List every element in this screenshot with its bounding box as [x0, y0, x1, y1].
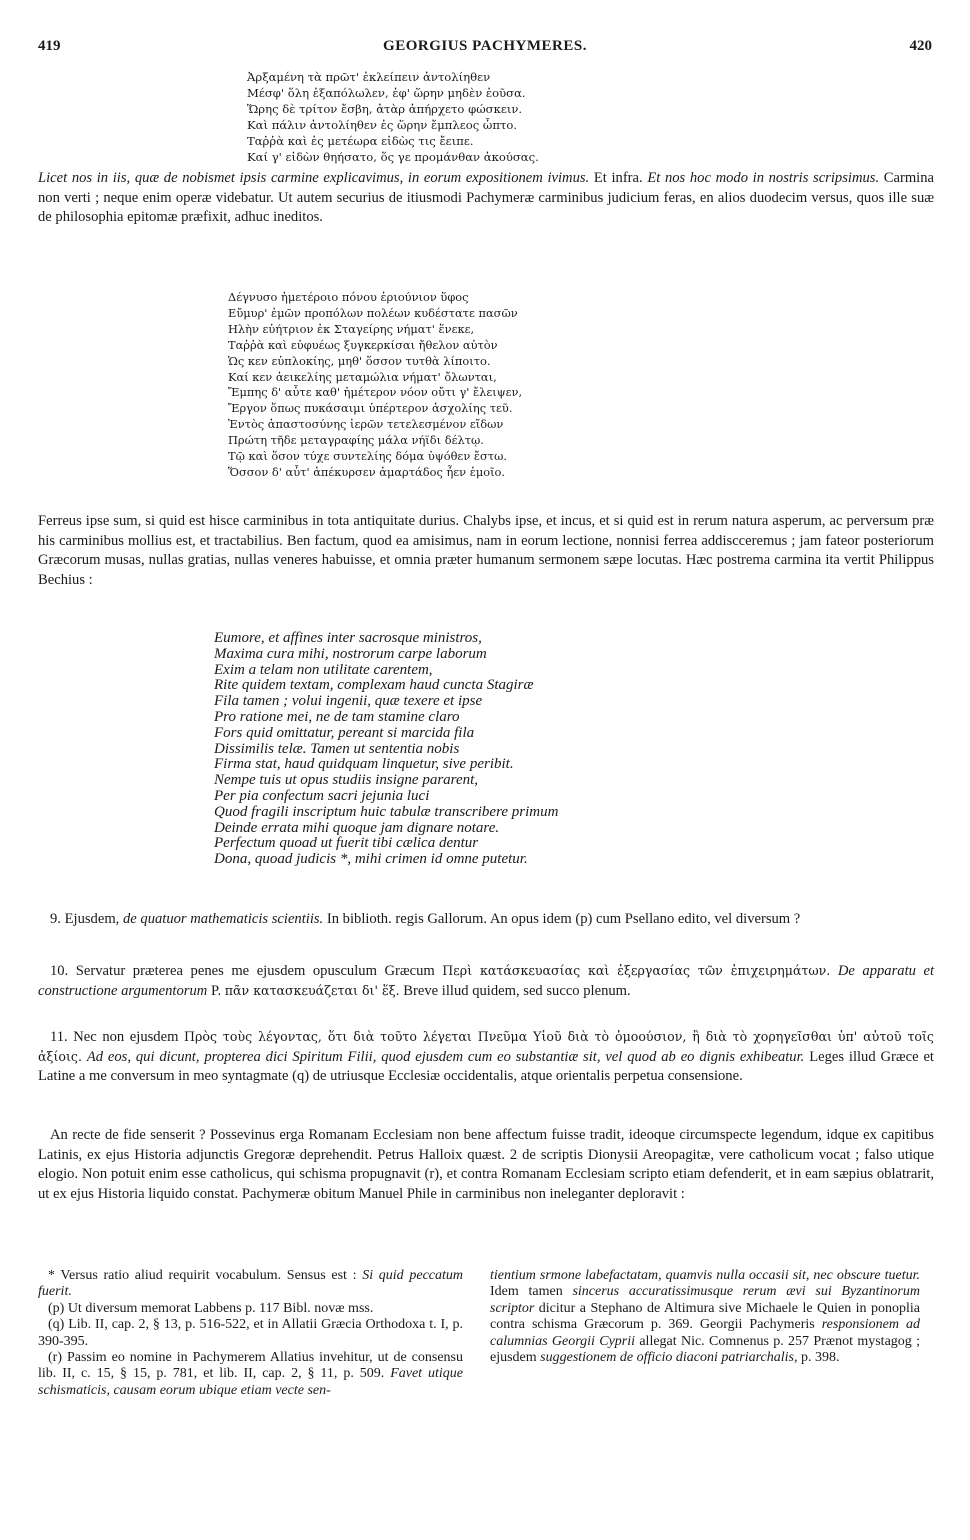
paragraph-item-10 [38, 962, 934, 1001]
verse-line: Ἔμπης δ' αὖτε καθ' ἡμέτερον νόον οὔτι γ' ἔλειψεν, [228, 385, 523, 400]
text-span: * Versus ratio aliud requirit vocabulum. Sensus est : [48, 1268, 363, 1283]
text-span: 11. Nec non ejusdem [50, 1029, 184, 1045]
text-span: p. 398. [797, 1350, 840, 1366]
page-header [38, 38, 932, 58]
greek-verse-block-1 [247, 70, 539, 165]
footnote-r-continued [490, 1268, 920, 1366]
paragraph-ferreus: Ferreus ipse sum, si quid est hisce carminibus in tota antiquitate durius. Chalybs ipse, et incus, et si quid est in rerum natura asperum, ac perversum præ his carminibus mollius est, et tractabilius. Ben factum, quod ea amisimus, nam in eorum lectione, nonnisi ferrea addiscceremus ; jam fateor posteriorum Græcorum musas, nullas gratias, nullas veneres habuisse, et omnia præter humanum sermonem sæpe locutas. Hæc postrema carmina ita vertit Philippus Bechius : [38, 513, 934, 588]
text-span: 10. Servatur præterea penes me ejusdem opusculum Græcum [50, 963, 443, 979]
verse-line: Deinde errata mihi quoque jam dignare notare. [214, 819, 500, 836]
italic-span: Si quid peccatum fuerit. [38, 1268, 464, 1300]
greek-span: πᾶν κατασκευάζεται δι' ἕξ. [224, 982, 400, 998]
footnotes-left-column [38, 1268, 463, 1399]
verse-line: Firma stat, haud quidquam linquetur, sive peribit. [214, 756, 514, 773]
verse-line: Fors quid omittatur, pereant si marcida fila [214, 724, 475, 741]
greek-span: Πρὸς τοὺς λέγοντας, ὅτι διὰ τοῦτο λέγεται Πνεῦμα Υἱοῦ διὰ τὸ ὁμοούσιον, ἢ διὰ τὸ χορηγεῖσθαι ὑπ' αὐτοῦ τοῖς ἀξίοις. [38, 1029, 934, 1064]
verse-line: Exim a telam non utilitate carentem, [214, 661, 433, 678]
footnote-r [38, 1350, 463, 1399]
italic-span: responsionem ad calumnias Georgii Cyprii [490, 1317, 920, 1349]
paragraph-item-9 [38, 910, 934, 930]
text-span: dicitur a Stephano de Altimura sive Michaele le Quien in ponoplia contra schisma Græcorum p. 369. Georgii Pachymeris [490, 1300, 920, 1333]
paragraph-an-recte: An recte de fide senserit ? Possevinus erga Romanam Ecclesiam non bene affectum fuisse tradit, ideoque circumspecte legendum, idque ex capitibus Latinis, ex ejus Historia adjunctis Gregoræ deprehendit. Petrus Halloix quæst. 2 de scriptis Dionysii Areopagitæ, vere catholicum vocat ; falso utique elogio. Non potuit enim esse catholicus, qui schisma propugnavit (r), et contra Romanam Ecclesiam scripto etiam defenderit, et in eam sæpius oblatrarit, ut ex ejus Historia liquido constat. Pachymeræ obitum Manuel Phile in carminibus non ineleganter deploravit : [38, 1127, 934, 1202]
verse-line: Μέσφ' ὅλη ἐξαπόλωλεν, ἐφ' ὥρην μηδὲν ἐοῦσα. [247, 85, 526, 100]
verse-line: Eumore, et affines inter sacrosque ministros, [214, 630, 482, 646]
italic-span: Ad eos, qui dicunt, propterea dici Spiritum Filii, quod ejusdem cum eo substantiæ sit, vel quod ab eo dignis exhibeatur. [81, 1048, 805, 1065]
text-span: 9. Ejusdem, [50, 911, 123, 927]
italic-span: Licet nos in iis, quæ de nobismet ipsis carmine explicavimus, in eorum expositionem ivimus. [38, 170, 590, 186]
verse-line: Ἔργον ὅπως πυκάσαιμι ὑπέρτερον ἀσχολίης τεῦ. [228, 401, 513, 416]
footnote-star [38, 1268, 463, 1301]
verse-line: Ἀρξαμένη τὰ πρῶτ' ἐκλείπειν ἀντολίηθεν [247, 70, 491, 84]
verse-line: Καί γ' εἰδὼν θηήσατο, ὅς γε προμάνθαν ἀκούσας. [247, 149, 539, 164]
italic-span: sincerus accuratissimusque rerum ævi sui Byzantinorum scriptor [490, 1284, 920, 1316]
footnote-p: (p) Ut diversum memorat Labbens p. 117 Bibl. novæ mss. [48, 1300, 374, 1316]
italic-span: Et nos hoc modo in nostris scripsimus. [647, 170, 880, 186]
verse-line: Ὅσσον δ' αὖτ' ἀπέκυρσεν ἁμαρτάδος ἦεν ἐμοῖο. [228, 464, 506, 479]
verse-line: Rite quidem textam, complexam haud cuncta Stagiræ [214, 677, 534, 694]
verse-line: Maxima cura mihi, nostrorum carpe laborum [214, 645, 487, 662]
footnote-q: (q) Lib. II, cap. 2, § 13, p. 516-522, et in Allatii Græcia Orthodoxa t. I, p. 390-395. [38, 1317, 463, 1349]
page-number-left: 419 [38, 38, 61, 54]
verse-line: Fila tamen ; volui ingenii, quæ texere et ipse [214, 693, 483, 710]
verse-line: Ταῤῥὰ καὶ εὐφυέως ξυγκερκίσαι ἤθελον αὐτὸν [228, 337, 498, 352]
paragraph-item-11 [38, 1028, 934, 1087]
verse-line: Εὔμυρ' ἐμῶν προπόλων πολέων κυδέστατε πασῶν [228, 305, 518, 320]
verse-line: Ὥρης δὲ τρίτον ἔσβη, ἀτὰρ ἀπήρχετο φώσκειν. [247, 101, 523, 116]
page-number-right: 420 [909, 38, 932, 54]
text-span: In biblioth. regis Gallorum. An opus idem (p) cum Psellano edito, vel diversum ? [323, 911, 801, 927]
italic-span: de quatuor mathematicis scientiis. [122, 911, 324, 927]
text-span: Breve illud quidem, sed succo plenum. [399, 982, 631, 999]
verse-line: Pro ratione mei, ne de tam stamine claro [214, 708, 460, 725]
latin-verse-block [214, 631, 558, 868]
running-title: GEORGIUS PACHYMERES. [383, 38, 587, 54]
verse-line: Perfectum quoad ut fuerit tibi cælica dentur [214, 835, 479, 852]
verse-line: Καὶ πάλιν ἀντολίηθεν ἐς ὥρην ἔμπλεος ὦπτο. [247, 117, 518, 132]
greek-span: Περὶ κατάσκευασίας καὶ ἐξεργασίας τῶν ἐπιχειρημάτων. [442, 963, 831, 978]
verse-line: Ὡς κεν εὐπλοκίης, μηθ' ὅσσον τυτθὰ λίποιτο. [228, 353, 491, 368]
italic-span: Favet utique schismaticis, causam eorum ubique etiam vecte sen- [38, 1366, 463, 1398]
italic-span: tientium srmone labefactatam, quamvis nulla occasii sit, nec obscure tuetur. [490, 1268, 920, 1283]
verse-line: Ηλὴν εὐήτριον ἐκ Σταγείρης νήματ' ἕνεκε, [228, 321, 475, 336]
text-span: (r) Passim eo nomine in Pachymerem Allatius invehitur, ut de consensu lib. II, c. 15, § 15, p. 781, et lib. II, cap. 2, § 11, p. 509. [38, 1350, 463, 1382]
italic-span: De apparatu et constructione argumentorum [38, 963, 934, 999]
verse-line: Dona, quoad judicis *, mihi crimen id omne putetur. [214, 851, 528, 868]
text-span: Idem tamen [490, 1284, 573, 1300]
paragraph-licet [38, 169, 934, 228]
italic-span: suggestionem de officio diaconi patriarchalis, [540, 1350, 798, 1366]
verse-line: Quod fragili inscriptum huic tabulæ transcribere primum [214, 803, 559, 820]
verse-line: Πρώτη τῆδε μεταγραφίης μάλα νήϊδι δέλτῳ. [228, 433, 484, 448]
text-span: Et infra. [589, 170, 648, 186]
footnotes-right-column [490, 1268, 920, 1366]
verse-line: Dissimilis telæ. Tamen ut sententia nobis [214, 740, 460, 757]
text-span: Leges illud Græce et Latine a me conversum in meo syntagmate (q) de utriusque Ecclesiæ occidentalis, atque orientalis perpetua consensione. [38, 1048, 934, 1085]
verse-line: Δέγνυσο ἡμετέροιο πόνου ἐριούνιον ὕφος [228, 290, 469, 304]
text-span: Carmina non verti ; neque enim operæ videbatur. Ut autem securius de itiusmodi Pachymeræ carminibus judicium feras, en alios duodecim versus, quos ille suæ de philosophia epitomæ præfixit, adhuc ineditos. [38, 170, 935, 226]
verse-line: Per pia confectum sacri jejunia luci [214, 787, 430, 804]
text-span: P. [207, 982, 225, 999]
verse-line: Nempe tuis ut opus studiis insigne pararent, [214, 772, 479, 789]
text-span: allegat Nic. Comnenus p. 257 Prænot mystagog ; ejusdem [490, 1333, 920, 1366]
verse-line: Ταῤῥὰ καὶ ἐς μετέωρα εἰδὼς τις ἔειπε. [247, 133, 474, 148]
verse-line: Ἐντὸς ἀπαστοσύνης ἱερῶν τετελεσμένον εἴδων [228, 417, 504, 432]
greek-verse-block-2 [228, 290, 522, 481]
verse-line: Καί κεν ἀεικελίης μεταμώλια νήματ' ὄλωνται, [228, 369, 497, 384]
verse-line: Τῷ καὶ ὅσον τύχε συντελίης δόμα ὑψόθεν ἔστω. [228, 449, 507, 464]
